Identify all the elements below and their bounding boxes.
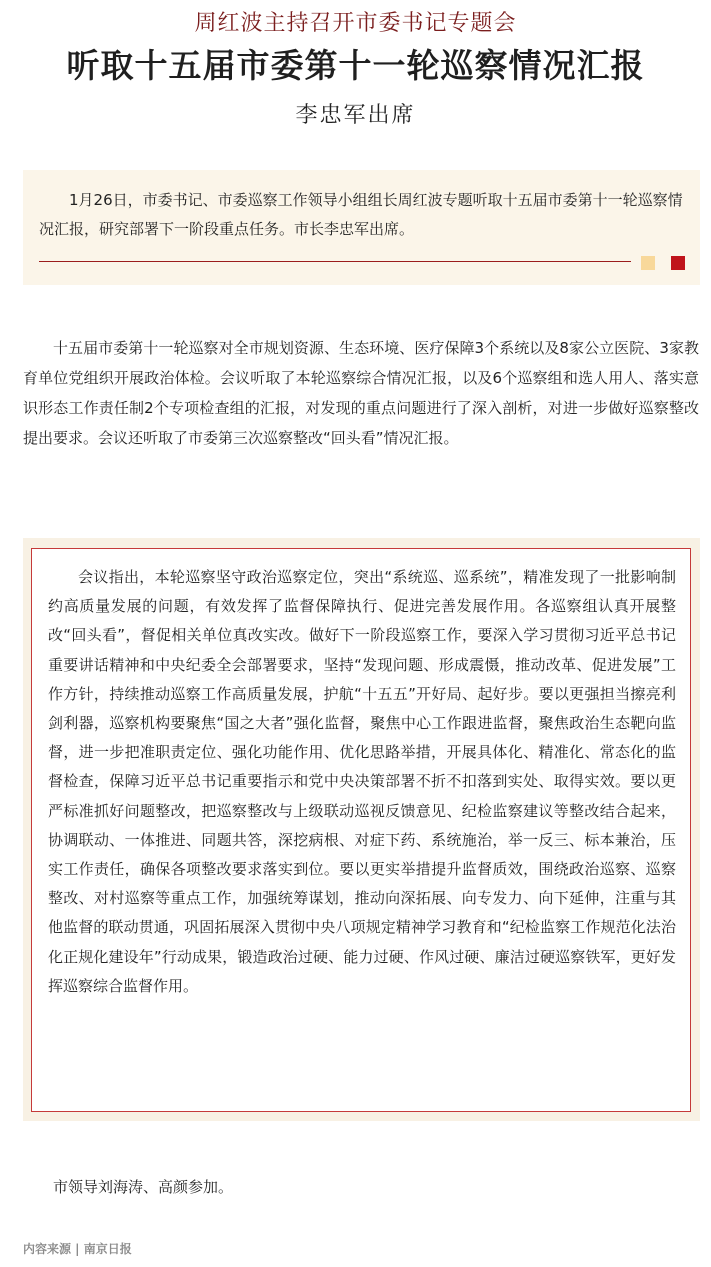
page-title: 听取十五届市委第十一轮巡察情况汇报 (66, 46, 645, 85)
subtitle: 李忠军出席 (295, 103, 416, 128)
body-paragraph-closing: 市领导刘海涛、高颜参加。 (53, 1178, 234, 1196)
body-paragraph: 十五届市委第十一轮巡察对全市规划资源、生态环境、医疗保障3个系统以及8家公立医院、3家教育单位党组织开展政治体检。会议听取了本轮巡察综合情况汇报，以及6个巡察组和选人用人、落实意识形态工作责任制2个专项检查组的汇报，对发现的重点问题进行了深入剖析，对进一步做好巡察整改提出要求。会议还听取了市委第三次巡察整改“回头看”情况汇报。 (23, 339, 699, 447)
accent-square-red-icon (671, 256, 685, 270)
highlight-paragraph: 会议指出，本轮巡察坚守政治巡察定位，突出“系统巡、巡系统”，精准发现了一批影响制约高质量发展的问题，有效发挥了监督保障执行、促进完善发展作用。各巡察组认真开展整改“回头看”，督促相关单位真改实改。做好下一阶段巡察工作，要深入学习贯彻习近平总书记重要讲话精神和中央纪委全会部署要求，坚持“发现问题、形成震慑，推动改革、促进发展”工作方针，持续推动巡察工作高质量发展，护航“十五五”开好局、起好步。要以更强担当擦亮利剑利器，巡察机构要聚焦“国之大者”强化监督，聚焦中心工作跟进监督，聚焦政治生态靶向监督，进一步把准职责定位、强化功能作用、优化思路举措，开展具体化、精准化、常态化的监督检查，保障习近平总书记重要指示和党中央决策部署不折不扣落到实处、取得实效。要以更严标准抓好问题整改，把巡察整改与上级联动巡视反馈意见、纪检监察建议等整改结合起来，协调联动、一体推进、同题共答，深挖病根、对症下药、系统施治，举一反三、标本兼治，压实工作责任，确保各项整改要求落实到位。要以更实举措提升监督质效，围绕政治巡察、巡察整改、对村巡察等重点工作，加强统筹谋划，推动向深拓展、向专发力、向下延伸，注重与其他监督的联动贯通，巩固拓展深入贯彻中央八项规定精神学习教育和“纪检监察工作规范化法治化正规化建设年”行动成果，锻造政治过硬、能力过硬、作风过硬、廉洁过硬巡察铁军，更好发挥巡察综合监督作用。 (48, 568, 676, 995)
highlight-box (31, 548, 691, 1112)
kicker-headline: 周红波主持召开市委书记专题会 (194, 11, 517, 36)
lead-summary-box (23, 170, 700, 285)
divider-line (39, 261, 631, 262)
lead-text: 1月26日，市委书记、市委巡察工作领导小组组长周红波专题听取十五届市委第十一轮巡察情况汇报，研究部署下一阶段重点任务。市长李忠军出席。 (39, 191, 683, 238)
highlight-box-background (23, 538, 700, 1121)
accent-square-light-icon (641, 256, 655, 270)
source-credit: 内容来源 | 南京日报 (23, 1242, 132, 1256)
